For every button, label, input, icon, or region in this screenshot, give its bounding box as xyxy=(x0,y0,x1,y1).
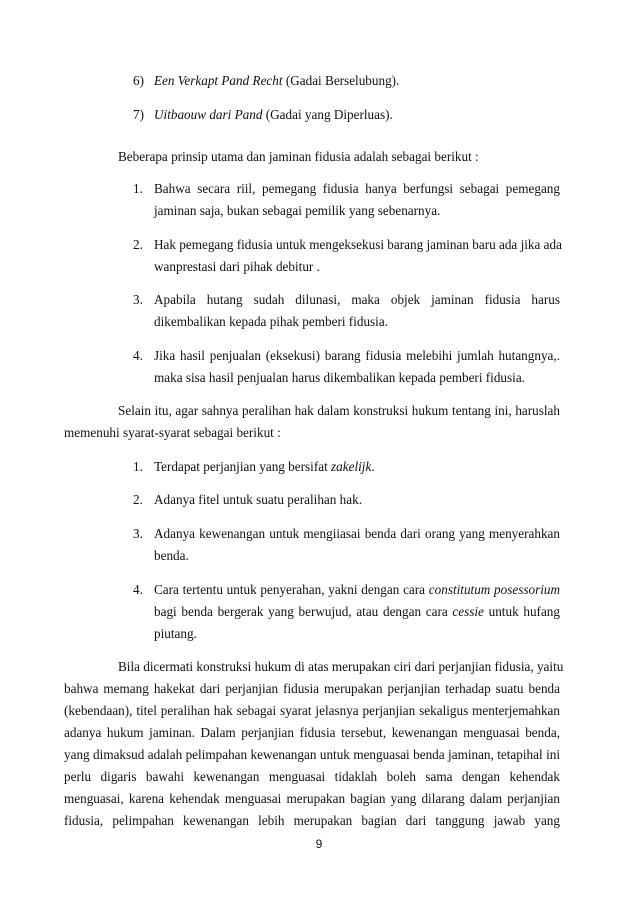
list-item xyxy=(154,73,399,89)
foreign-term: constitutum posessorium xyxy=(428,582,561,597)
list-item-line: Apabila hutang sudah dilunasi, maka objek jaminan fidusia harus xyxy=(154,292,560,307)
list-item-line: Bahwa secara riil, pemegang fidusia hanya berfungsi sebagai pemegang xyxy=(154,181,560,196)
paragraph-line: (kebendaan), titel peralihan hak sebagai syarat jelasnya perjanjian sekaligus menterjemahkan xyxy=(64,703,560,718)
list-item-number: 3. xyxy=(133,526,143,541)
list-item-line: benda. xyxy=(154,548,189,563)
list-item-line: wanprestasi dari pihak debitur . xyxy=(154,259,320,274)
paragraph-line: perlu digaris bawahi kewenangan menguasai tidaklah boleh sama dengan kehendak xyxy=(64,769,560,784)
list-item-text: Cara tertentu untuk penyerahan, yakni dengan cara xyxy=(154,582,429,597)
foreign-term: Een Verkapt Pand Recht xyxy=(154,73,283,88)
list-item-number: 6) xyxy=(133,73,144,88)
list-item-number: 3. xyxy=(133,292,143,307)
page-number: 9 xyxy=(315,837,323,851)
list-item-line: Adanya fitel untuk suatu peralihan hak. xyxy=(154,492,363,507)
foreign-term: zakelijk xyxy=(331,459,372,474)
list-item-line: piutang. xyxy=(154,626,197,641)
paragraph-line: adanya hukum jaminan. Dalam perjanjian fidusia tersebut, kewenangan menguasai benda, xyxy=(64,725,560,740)
list-item-line: Adanya kewenangan untuk mengiiasai benda dari orang yang menyerahkan xyxy=(154,526,560,541)
paragraph-line: bahwa memang hakekat dari perjanjian fidusia merupakan perjanjian terhadap suatu benda xyxy=(64,681,560,696)
paragraph-line: fidusia, pelimpahan kewenangan lebih merupakan bagian dari tanggung jawab yang xyxy=(64,813,560,828)
list-item-number: 1. xyxy=(133,181,143,196)
paragraph-intro: Beberapa prinsip utama dan jaminan fidusia adalah sebagai berikut : xyxy=(118,149,479,164)
list-item-number: 4. xyxy=(133,582,143,597)
list-item-line: jaminan saja, bukan sebagai pemilik yang sebenarnya. xyxy=(154,203,441,218)
list-item-text: Terdapat perjanjian yang bersifat xyxy=(154,459,332,474)
list-item-number: 1. xyxy=(133,459,143,474)
list-item-line: maka sisa hasil penjualan harus dikembalikan kepada pemberi fidusia. xyxy=(154,370,525,385)
list-item-line: Hak pemegang fidusia untuk mengeksekusi barang jaminan baru ada jika ada xyxy=(154,237,562,252)
list-item-line: dikembalikan kepada pihak pemberi fidusia. xyxy=(154,314,389,329)
list-item-text: (Gadai yang Diperluas). xyxy=(262,107,393,122)
list-item-number: 7) xyxy=(133,107,144,122)
list-item-number: 2. xyxy=(133,492,143,507)
paragraph-line: Bila dicermati konstruksi hukum di atas merupakan ciri dari perjanjian fidusia, yaitu xyxy=(118,659,564,674)
foreign-term: Uitbaouw dari Pand xyxy=(154,107,263,122)
list-item-text: . xyxy=(371,459,375,474)
list-item-line xyxy=(154,582,560,598)
paragraph-line: memenuhi syarat-syarat sebagai berikut : xyxy=(64,425,281,440)
paragraph-line: yang dimaksud adalah pelimpahan kewenangan untuk menguasai benda jaminan, tetapihal ini xyxy=(64,747,560,762)
list-item-line xyxy=(154,604,560,620)
list-item-text: bagi benda bergerak yang berwujud, atau dengan cara xyxy=(154,604,453,619)
paragraph-line: menguasai, karena kehendak menguasai merupakan bagian yang dilarang dalam perjanjian xyxy=(64,791,560,806)
foreign-term: cessie xyxy=(452,604,484,619)
list-item-number: 4. xyxy=(133,348,143,363)
list-item-text: untuk hufang xyxy=(483,604,560,619)
list-item-text: (Gadai Berselubung). xyxy=(282,73,400,88)
list-item-number: 2. xyxy=(133,237,143,252)
list-item xyxy=(154,459,375,475)
list-item-line: Jika hasil penjualan (eksekusi) barang fidusia melebihi jumlah hutangnya,. xyxy=(154,348,560,363)
list-item xyxy=(154,107,393,123)
paragraph-line: Selain itu, agar sahnya peralihan hak dalam konstruksi hukum tentang ini, haruslah xyxy=(118,403,560,418)
